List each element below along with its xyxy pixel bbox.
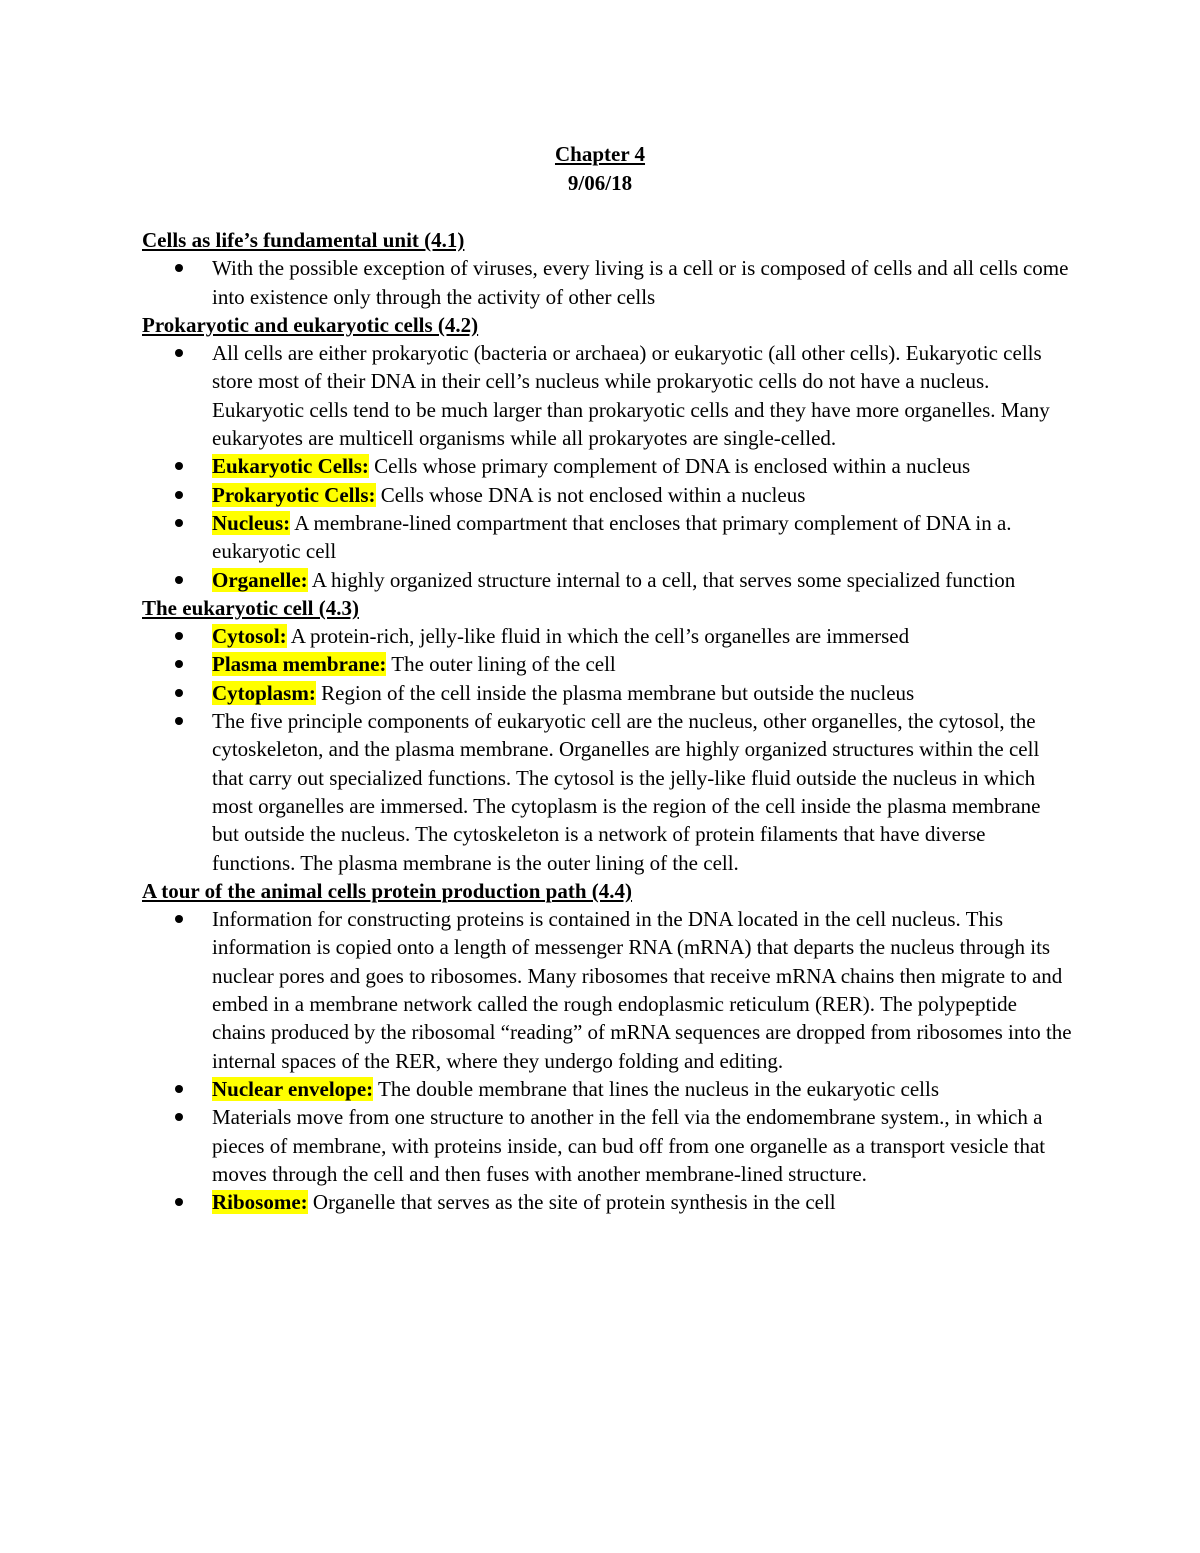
bullet-item xyxy=(142,650,1072,678)
bullet-point-icon xyxy=(175,1198,183,1206)
bullet-text: Organelle that serves as the site of protein synthesis in the cell xyxy=(307,1190,836,1215)
bullet-point-icon xyxy=(175,1085,183,1093)
highlighted-term: Prokaryotic Cells: xyxy=(212,482,376,507)
bullet-item xyxy=(142,566,1072,594)
highlighted-term: Ribosome: xyxy=(212,1190,308,1215)
bullet-point-icon xyxy=(175,264,183,272)
bullet-point-icon xyxy=(175,632,183,640)
notes-date: 9/06/18 xyxy=(567,171,633,195)
bullet-list xyxy=(142,254,1072,311)
bullet-point-icon xyxy=(175,660,183,668)
bullet-item xyxy=(142,1075,1072,1103)
bullet-point-icon xyxy=(175,519,183,527)
bullet-point-icon xyxy=(175,1113,183,1121)
bullet-text: A protein-rich, jelly-like fluid in which the cell’s organelles are immersed xyxy=(286,624,910,649)
highlighted-term: Nuclear envelope: xyxy=(212,1076,374,1101)
bullet-item xyxy=(142,1188,1072,1216)
bullet-text: With the possible exception of viruses, every living is a cell or is composed of cells and all cells come into existence only through the activity of other cells xyxy=(212,256,1069,309)
bullet-text: Region of the cell inside the plasma membrane but outside the nucleus xyxy=(315,680,915,705)
document-body xyxy=(142,226,1072,1216)
document-header xyxy=(0,140,1200,198)
bullet-item xyxy=(142,339,1072,452)
bullet-item xyxy=(142,509,1072,566)
bullet-text: All cells are either prokaryotic (bacteria or archaea) or eukaryotic (all other cells). Eukaryotic cells store most of their DNA in their cell’s nucleus while prokaryotic cells do not have a nucleus. Eukaryotic cells tend to be much larger than prokaryotic cells and they have more organelles. Many eukaryotes are multicell organisms while all prokaryotes are single-celled. xyxy=(212,341,1050,451)
bullet-item xyxy=(142,707,1072,877)
highlighted-term: Cytosol: xyxy=(212,624,287,649)
bullet-point-icon xyxy=(175,349,183,357)
bullet-list xyxy=(142,622,1072,877)
section-heading: The eukaryotic cell (4.3) xyxy=(142,595,359,620)
bullet-item xyxy=(142,622,1072,650)
bullet-item xyxy=(142,452,1072,480)
section-heading: Prokaryotic and eukaryotic cells (4.2) xyxy=(142,312,479,337)
bullet-text: The five principle components of eukaryotic cell are the nucleus, other organelles, the cytosol, the cytoskeleton, and the plasma membrane. Organelles are highly organized structures within the cell that carry out specialized functions. The cytosol is the jelly-like fluid outside the nucleus in which most organelles are immersed. The cytoplasm is the region of the cell inside the plasma membrane but outside the nucleus. The cytoskeleton is a network of protein filaments that have diverse functions. The plasma membrane is the outer lining of the cell. xyxy=(212,709,1041,875)
bullet-text: A highly organized structure internal to a cell, that serves some specialized function xyxy=(307,567,1016,592)
bullet-item xyxy=(142,1103,1072,1188)
bullet-point-icon xyxy=(175,491,183,499)
bullet-point-icon xyxy=(175,717,183,725)
bullet-point-icon xyxy=(175,576,183,584)
bullet-item xyxy=(142,481,1072,509)
section-heading: Cells as life’s fundamental unit (4.1) xyxy=(142,228,465,252)
highlighted-term: Plasma membrane: xyxy=(212,652,387,677)
bullet-text: Cells whose primary complement of DNA is enclosed within a nucleus xyxy=(368,454,971,479)
section-heading: A tour of the animal cells protein production path (4.4) xyxy=(142,878,633,903)
bullet-item xyxy=(142,254,1072,311)
bullet-text: A membrane-lined compartment that encloses that primary complement of DNA in a. eukaryotic cell xyxy=(212,510,1012,564)
bullet-point-icon xyxy=(175,462,183,470)
bullet-item xyxy=(142,905,1072,1075)
highlighted-term: Eukaryotic Cells: xyxy=(212,454,369,479)
bullet-point-icon xyxy=(175,689,183,697)
highlighted-term: Nucleus: xyxy=(212,510,291,535)
bullet-text: Cells whose DNA is not enclosed within a nucleus xyxy=(375,482,806,507)
bullet-item xyxy=(142,679,1072,707)
bullet-list xyxy=(142,339,1072,594)
bullet-text: The outer lining of the cell xyxy=(386,652,616,677)
bullet-text: Materials move from one structure to another in the fell via the endomembrane system., in which a pieces of membrane, with proteins inside, can bud off from one organelle as a transport vesicle that moves through the cell and then fuses with another membrane-lined structure. xyxy=(212,1105,1046,1186)
bullet-text: Information for constructing proteins is contained in the DNA located in the cell nucleus. This information is copied onto a length of messenger RNA (mRNA) that departs the nucleus through its nuclear pores and goes to ribosomes. Many ribosomes that receive mRNA chains then migrate to and embed in a membrane network called the rough endoplasmic reticulum (RER). The polypeptide chains produced by the ribosomal “reading” of mRNA sequences are dropped from ribosomes into the internal spaces of the RER, where they undergo folding and editing. xyxy=(212,907,1072,1073)
bullet-point-icon xyxy=(175,915,183,923)
bullet-list xyxy=(142,905,1072,1216)
highlighted-term: Cytoplasm: xyxy=(212,680,316,705)
highlighted-term: Organelle: xyxy=(212,567,308,592)
bullet-text: The double membrane that lines the nucleus in the eukaryotic cells xyxy=(373,1076,940,1101)
chapter-title: Chapter 4 xyxy=(554,142,646,166)
